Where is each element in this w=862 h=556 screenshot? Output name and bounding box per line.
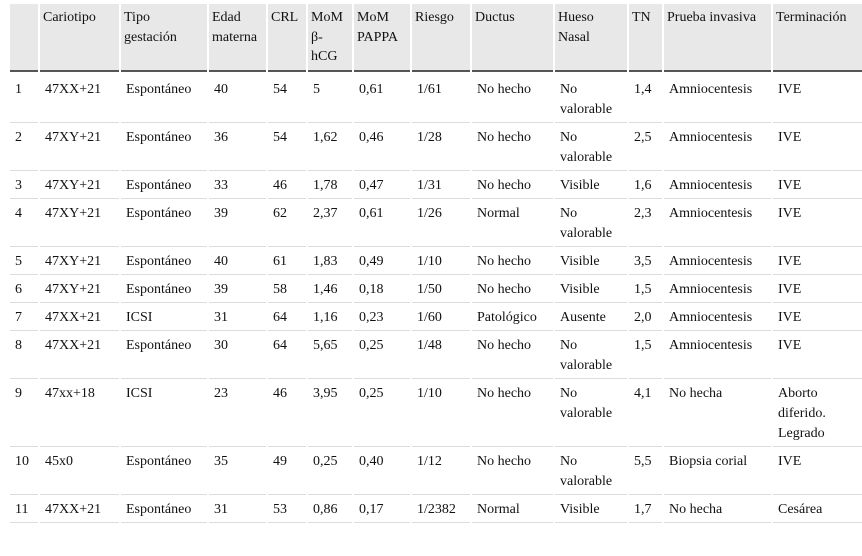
cell-mom-pappa: 0,25 (354, 379, 410, 447)
cell-hueso-nasal: No valorable (555, 331, 627, 379)
cell-riesgo: 1/26 (412, 199, 470, 247)
cell-mom-pappa: 0,23 (354, 303, 410, 331)
cell-hueso-nasal: No valorable (555, 379, 627, 447)
cell-index: 1 (10, 72, 38, 123)
cell-mom-bhcg: 0,25 (308, 447, 352, 495)
cell-tipo-gestacion: Espontáneo (121, 275, 207, 303)
header-edad-materna: Edad materna (209, 4, 266, 72)
cell-terminacion: IVE (773, 199, 862, 247)
cell-edad-materna: 36 (209, 123, 266, 171)
cell-edad-materna: 23 (209, 379, 266, 447)
header-prueba-invasiva: Prueba invasiva (664, 4, 771, 72)
cell-tipo-gestacion: Espontáneo (121, 495, 207, 523)
cell-edad-materna: 31 (209, 303, 266, 331)
cell-riesgo: 1/48 (412, 331, 470, 379)
cell-ductus: No hecho (472, 72, 553, 123)
cell-index: 6 (10, 275, 38, 303)
cell-terminacion: Cesárea (773, 495, 862, 523)
cell-edad-materna: 31 (209, 495, 266, 523)
cell-tipo-gestacion: Espontáneo (121, 199, 207, 247)
cell-ductus: No hecho (472, 247, 553, 275)
cell-prueba-invasiva: Amniocentesis (664, 331, 771, 379)
cell-crl: 64 (268, 303, 306, 331)
cell-index: 4 (10, 199, 38, 247)
cell-edad-materna: 35 (209, 447, 266, 495)
cell-riesgo: 1/61 (412, 72, 470, 123)
header-index (10, 4, 38, 72)
cell-cariotipo: 47XY+21 (40, 275, 119, 303)
header-hueso-nasal: Hueso Nasal (555, 4, 627, 72)
cell-mom-pappa: 0,61 (354, 72, 410, 123)
cell-riesgo: 1/12 (412, 447, 470, 495)
cell-terminacion: Aborto diferido. Legrado (773, 379, 862, 447)
cell-cariotipo: 45x0 (40, 447, 119, 495)
cell-index: 11 (10, 495, 38, 523)
cell-riesgo: 1/60 (412, 303, 470, 331)
cell-ductus: No hecho (472, 275, 553, 303)
cell-mom-bhcg: 5,65 (308, 331, 352, 379)
header-mom-bhcg: MoM β-hCG (308, 4, 352, 72)
cell-terminacion: IVE (773, 331, 862, 379)
cell-prueba-invasiva: Amniocentesis (664, 123, 771, 171)
cell-tn: 5,5 (629, 447, 662, 495)
cell-hueso-nasal: Visible (555, 171, 627, 199)
cell-mom-pappa: 0,18 (354, 275, 410, 303)
cell-cariotipo: 47XY+21 (40, 171, 119, 199)
cell-crl: 61 (268, 247, 306, 275)
cell-hueso-nasal: Ausente (555, 303, 627, 331)
cell-prueba-invasiva: Amniocentesis (664, 171, 771, 199)
cell-crl: 62 (268, 199, 306, 247)
cell-edad-materna: 40 (209, 72, 266, 123)
cell-cariotipo: 47XY+21 (40, 247, 119, 275)
cell-mom-bhcg: 1,78 (308, 171, 352, 199)
cell-terminacion: IVE (773, 123, 862, 171)
cell-terminacion: IVE (773, 447, 862, 495)
cell-tn: 4,1 (629, 379, 662, 447)
cell-hueso-nasal: No valorable (555, 72, 627, 123)
cell-index: 2 (10, 123, 38, 171)
table-row (10, 447, 862, 495)
cell-edad-materna: 40 (209, 247, 266, 275)
cell-mom-bhcg: 5 (308, 72, 352, 123)
cell-crl: 58 (268, 275, 306, 303)
cell-edad-materna: 39 (209, 275, 266, 303)
cell-terminacion: IVE (773, 72, 862, 123)
cell-prueba-invasiva: Amniocentesis (664, 72, 771, 123)
cell-mom-pappa: 0,47 (354, 171, 410, 199)
table-row (10, 123, 862, 171)
table-row (10, 331, 862, 379)
cell-mom-bhcg: 1,83 (308, 247, 352, 275)
cell-prueba-invasiva: Biopsia corial (664, 447, 771, 495)
cell-mom-pappa: 0,49 (354, 247, 410, 275)
cell-tipo-gestacion: Espontáneo (121, 331, 207, 379)
cell-riesgo: 1/31 (412, 171, 470, 199)
cell-cariotipo: 47XY+21 (40, 123, 119, 171)
cell-crl: 54 (268, 72, 306, 123)
cell-hueso-nasal: No valorable (555, 123, 627, 171)
cell-prueba-invasiva: No hecha (664, 495, 771, 523)
table-row (10, 275, 862, 303)
cell-hueso-nasal: Visible (555, 495, 627, 523)
cell-index: 3 (10, 171, 38, 199)
cell-ductus: No hecho (472, 447, 553, 495)
cell-mom-bhcg: 1,62 (308, 123, 352, 171)
cell-mom-bhcg: 1,46 (308, 275, 352, 303)
cell-riesgo: 1/10 (412, 247, 470, 275)
cell-tipo-gestacion: Espontáneo (121, 447, 207, 495)
cell-index: 9 (10, 379, 38, 447)
cell-cariotipo: 47XX+21 (40, 495, 119, 523)
cell-index: 8 (10, 331, 38, 379)
cell-ductus: No hecho (472, 123, 553, 171)
cell-tipo-gestacion: ICSI (121, 303, 207, 331)
cell-ductus: No hecho (472, 331, 553, 379)
cell-index: 5 (10, 247, 38, 275)
cell-terminacion: IVE (773, 171, 862, 199)
cell-hueso-nasal: Visible (555, 275, 627, 303)
cell-mom-bhcg: 0,86 (308, 495, 352, 523)
cell-mom-bhcg: 1,16 (308, 303, 352, 331)
cell-crl: 64 (268, 331, 306, 379)
cell-prueba-invasiva: No hecha (664, 379, 771, 447)
cell-riesgo: 1/10 (412, 379, 470, 447)
header-terminacion: Terminación (773, 4, 862, 72)
cell-hueso-nasal: No valorable (555, 447, 627, 495)
cell-mom-pappa: 0,46 (354, 123, 410, 171)
cell-cariotipo: 47xx+18 (40, 379, 119, 447)
cell-crl: 49 (268, 447, 306, 495)
cell-riesgo: 1/28 (412, 123, 470, 171)
cell-ductus: Normal (472, 199, 553, 247)
cell-mom-pappa: 0,61 (354, 199, 410, 247)
table-row (10, 171, 862, 199)
cell-tipo-gestacion: Espontáneo (121, 247, 207, 275)
cell-mom-pappa: 0,40 (354, 447, 410, 495)
cell-tn: 2,5 (629, 123, 662, 171)
header-mom-pappa: MoM PAPPA (354, 4, 410, 72)
cell-edad-materna: 33 (209, 171, 266, 199)
cell-cariotipo: 47XX+21 (40, 303, 119, 331)
cell-prueba-invasiva: Amniocentesis (664, 303, 771, 331)
table-row (10, 72, 862, 123)
table-row (10, 495, 862, 523)
header-tn: TN (629, 4, 662, 72)
cell-tn: 1,6 (629, 171, 662, 199)
cell-terminacion: IVE (773, 303, 862, 331)
header-row (10, 4, 862, 72)
cell-tn: 3,5 (629, 247, 662, 275)
cell-riesgo: 1/2382 (412, 495, 470, 523)
cell-tn: 1,5 (629, 275, 662, 303)
cell-edad-materna: 39 (209, 199, 266, 247)
cell-cariotipo: 47XY+21 (40, 199, 119, 247)
cell-terminacion: IVE (773, 247, 862, 275)
cell-cariotipo: 47XX+21 (40, 72, 119, 123)
cell-tn: 2,0 (629, 303, 662, 331)
cell-crl: 46 (268, 171, 306, 199)
cell-tn: 1,7 (629, 495, 662, 523)
cell-mom-bhcg: 2,37 (308, 199, 352, 247)
cell-crl: 54 (268, 123, 306, 171)
cell-tn: 2,3 (629, 199, 662, 247)
header-ductus: Ductus (472, 4, 553, 72)
table-row (10, 247, 862, 275)
header-crl: CRL (268, 4, 306, 72)
cell-prueba-invasiva: Amniocentesis (664, 199, 771, 247)
cases-table (8, 4, 862, 523)
cell-hueso-nasal: Visible (555, 247, 627, 275)
table-header (10, 4, 862, 72)
cell-mom-bhcg: 3,95 (308, 379, 352, 447)
table-row (10, 199, 862, 247)
cell-crl: 46 (268, 379, 306, 447)
cell-tipo-gestacion: Espontáneo (121, 123, 207, 171)
cell-tipo-gestacion: ICSI (121, 379, 207, 447)
cell-ductus: Patológico (472, 303, 553, 331)
header-tipo-gestacion: Tipo gestación (121, 4, 207, 72)
cell-index: 10 (10, 447, 38, 495)
cell-tn: 1,5 (629, 331, 662, 379)
cell-index: 7 (10, 303, 38, 331)
cases-table-container (8, 4, 853, 523)
table-row (10, 303, 862, 331)
cell-mom-pappa: 0,25 (354, 331, 410, 379)
cell-tipo-gestacion: Espontáneo (121, 171, 207, 199)
cell-crl: 53 (268, 495, 306, 523)
cell-ductus: Normal (472, 495, 553, 523)
cell-mom-pappa: 0,17 (354, 495, 410, 523)
cell-tn: 1,4 (629, 72, 662, 123)
cell-ductus: No hecho (472, 379, 553, 447)
table-row (10, 379, 862, 447)
cell-riesgo: 1/50 (412, 275, 470, 303)
table-body (10, 72, 862, 523)
cell-prueba-invasiva: Amniocentesis (664, 247, 771, 275)
header-riesgo: Riesgo (412, 4, 470, 72)
cell-edad-materna: 30 (209, 331, 266, 379)
header-cariotipo: Cariotipo (40, 4, 119, 72)
cell-prueba-invasiva: Amniocentesis (664, 275, 771, 303)
cell-cariotipo: 47XX+21 (40, 331, 119, 379)
cell-hueso-nasal: No valorable (555, 199, 627, 247)
cell-tipo-gestacion: Espontáneo (121, 72, 207, 123)
cell-terminacion: IVE (773, 275, 862, 303)
cell-ductus: No hecho (472, 171, 553, 199)
